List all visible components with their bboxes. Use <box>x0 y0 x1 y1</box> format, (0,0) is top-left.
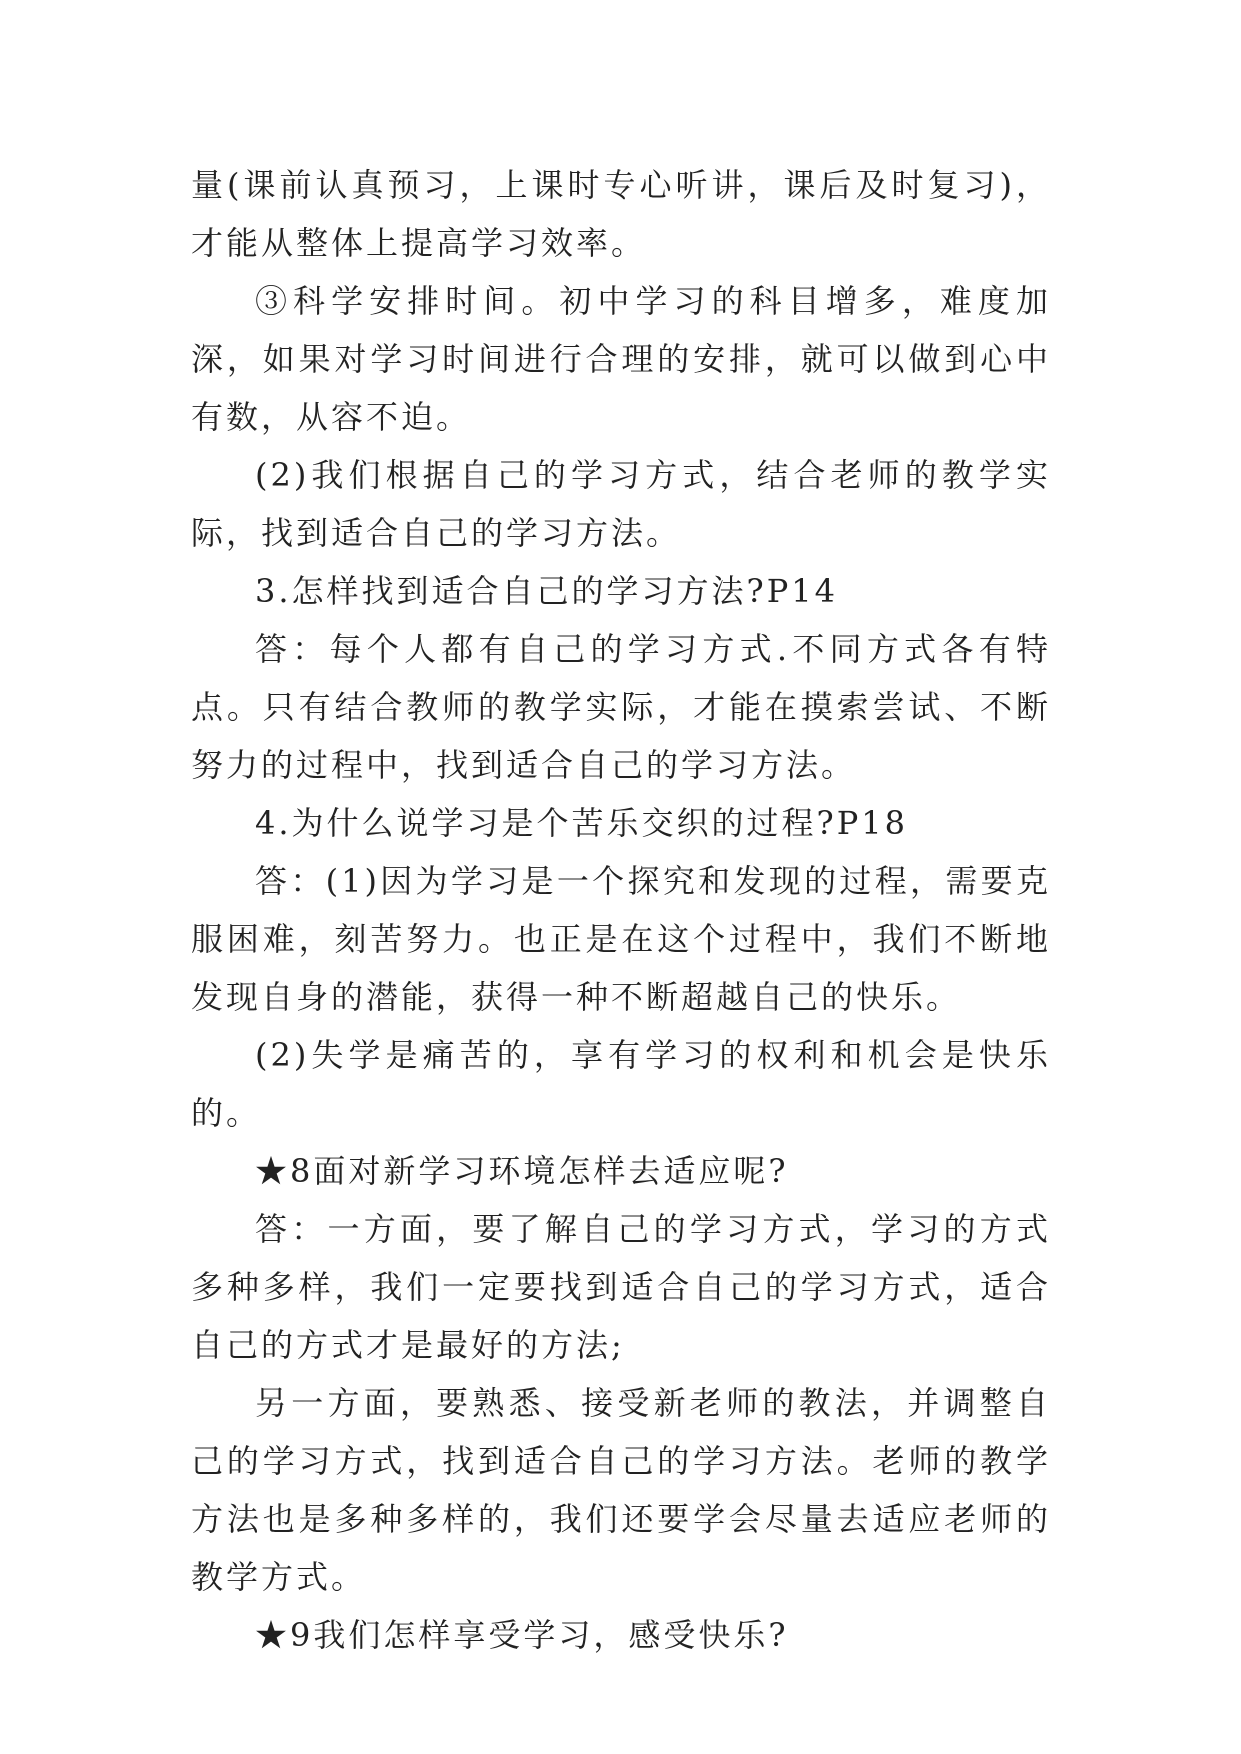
paragraph-schedule-time: ③科学安排时间。初中学习的科目增多，难度加深，如果对学习时间进行合理的安排，就可以做到心中有数，从容不迫。 <box>191 282 1051 436</box>
paragraph-continued: 量(课前认真预习，上课时专心听讲，课后及时复习)，才能从整体上提高学习效率。 <box>191 166 1051 262</box>
answer-8-part-2: 另一方面，要熟悉、接受新老师的教法，并调整自己的学习方式，找到适合自己的学习方法。老师的教学方法也是多种多样的，我们还要学会尽量去适应老师的教学方式。 <box>191 1384 1051 1596</box>
question-3: 3.怎样找到适合自己的学习方法?P14 <box>255 572 838 610</box>
question-4: 4.为什么说学习是个苦乐交织的过程?P18 <box>255 804 908 842</box>
question-9: ★9我们怎样享受学习，感受快乐? <box>255 1616 789 1654</box>
question-8: ★8面对新学习环境怎样去适应呢? <box>255 1152 789 1190</box>
document-body <box>191 156 1051 1664</box>
answer-8-part-1: 答：一方面，要了解自己的学习方式，学习的方式多种多样，我们一定要找到适合自己的学习方式，适合自己的方式才是最好的方法; <box>191 1210 1051 1364</box>
paragraph-learning-method: (2)我们根据自己的学习方式，结合老师的教学实际，找到适合自己的学习方法。 <box>191 456 1051 552</box>
answer-3: 答：每个人都有自己的学习方式.不同方式各有特点。只有结合教师的教学实际，才能在摸索尝试、不断努力的过程中，找到适合自己的学习方法。 <box>191 630 1051 784</box>
answer-4-part-1: 答：(1)因为学习是一个探究和发现的过程，需要克服困难，刻苦努力。也正是在这个过程中，我们不断地发现自身的潜能，获得一种不断超越自己的快乐。 <box>191 862 1051 1016</box>
answer-4-part-2: (2)失学是痛苦的，享有学习的权利和机会是快乐的。 <box>191 1036 1051 1132</box>
